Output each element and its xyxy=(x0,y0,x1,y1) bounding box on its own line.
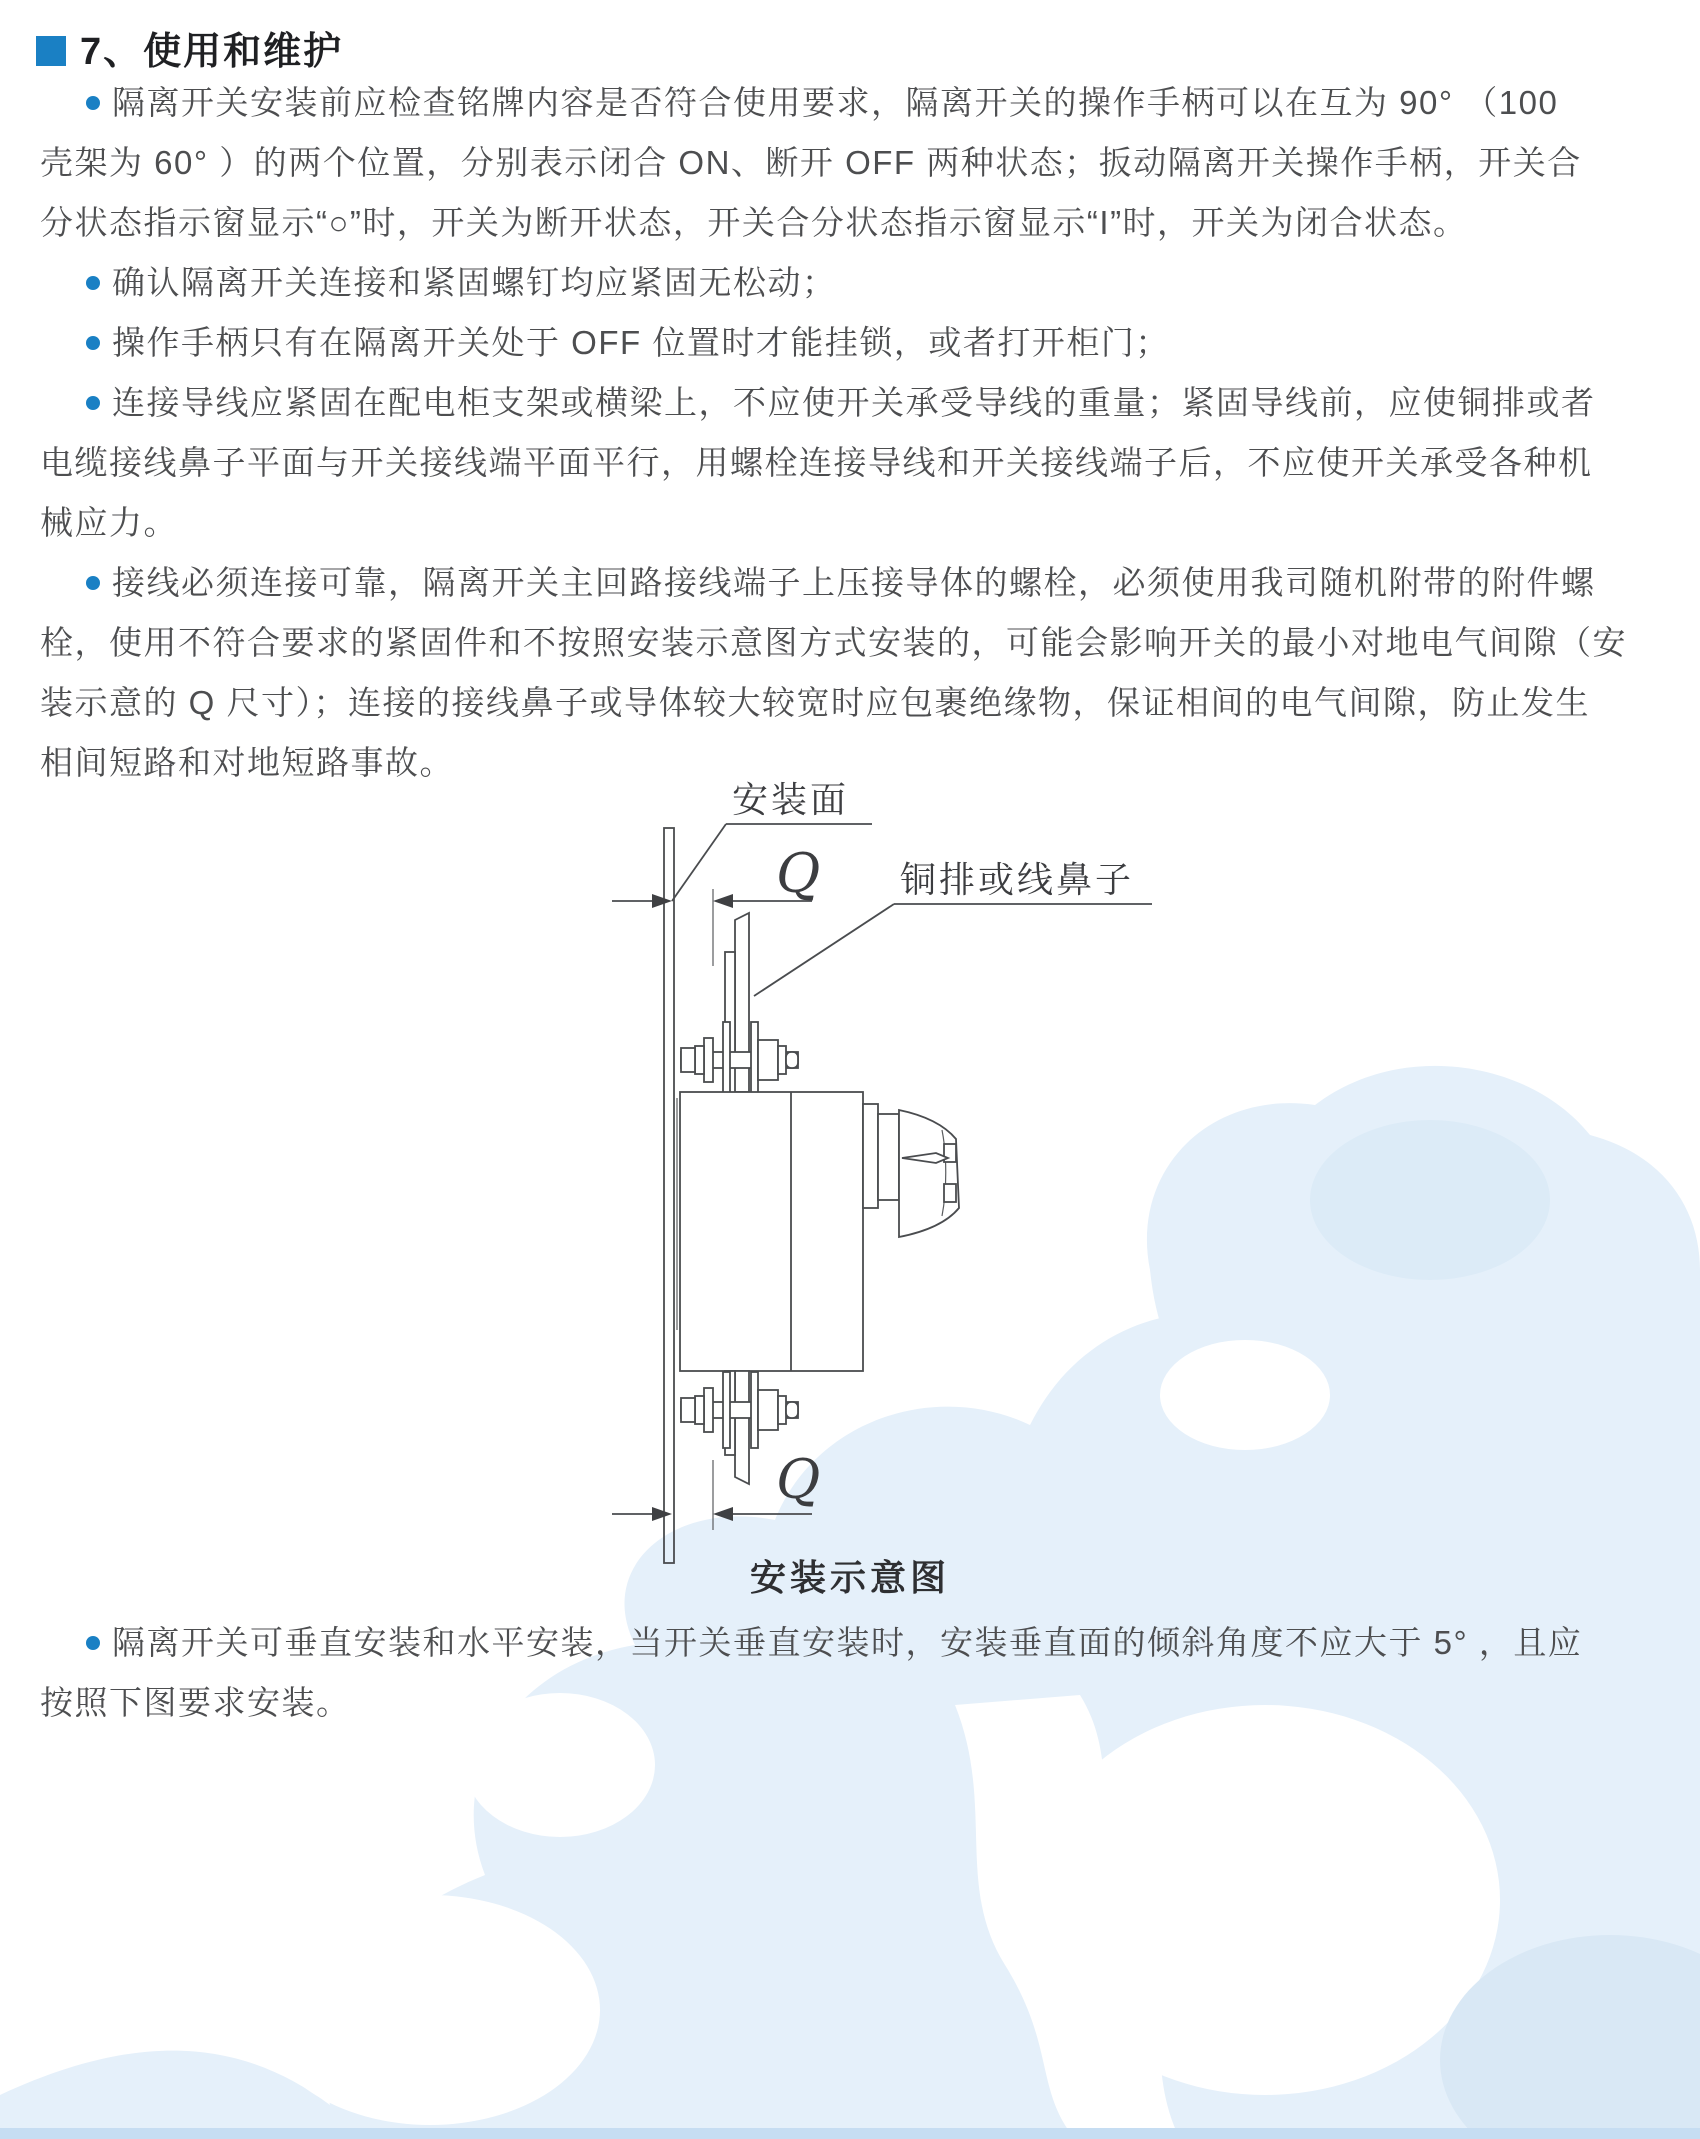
body-line xyxy=(40,140,1582,186)
body-line xyxy=(40,320,1170,366)
flange-plate xyxy=(751,1022,758,1098)
dim-arrow-right xyxy=(652,1507,672,1521)
body-line-text: 隔离开关安装前应检查铭牌内容是否符合使用要求，隔离开关的操作手柄可以在互为 90° （100 xyxy=(112,84,1559,121)
section-marker-icon xyxy=(36,36,66,66)
flange-plate xyxy=(751,1372,758,1448)
terminal-knob-neck xyxy=(863,1104,878,1208)
body-line-text: 连接导线应紧固在配电柜支架或横梁上，不应使开关承受导线的重量；紧固导线前，应使铜排或者 xyxy=(112,384,1596,421)
flange-plate xyxy=(723,1022,730,1098)
q-symbol-bottom: Q xyxy=(776,1448,821,1511)
terminal-knob-clip xyxy=(944,1184,956,1202)
bolt-tip xyxy=(786,1052,798,1068)
switch-body-side xyxy=(680,1092,863,1371)
label-leader xyxy=(672,824,726,901)
body-line-text: 操作手柄只有在隔离开关处于 OFF 位置时才能挂锁，或者打开柜门； xyxy=(112,324,1170,361)
body-line-text: 确认隔离开关连接和紧固螺钉均应紧固无松动； xyxy=(112,264,837,301)
map-deep-patch xyxy=(1310,1120,1550,1280)
body-line-text: 接线必须连接可靠，隔离开关主回路接线端子上压接导体的螺栓，必须使用我司随机附带的附件螺 xyxy=(112,564,1596,601)
washer xyxy=(778,1396,786,1424)
hex-nut xyxy=(758,1390,778,1430)
busbar-bottom xyxy=(735,1371,749,1484)
mounting-surface-label: 安装面 xyxy=(732,779,850,820)
body-line xyxy=(40,260,837,306)
washer xyxy=(778,1046,786,1074)
body-line xyxy=(40,620,1627,666)
body-line-text: 按照下图要求安装。 xyxy=(40,1684,351,1721)
bullet-icon xyxy=(86,96,100,110)
bolt-tip xyxy=(786,1402,798,1418)
diagram-caption: 安装示意图 xyxy=(749,1557,950,1598)
page-bottom-strip xyxy=(0,2128,1700,2139)
body-line xyxy=(40,740,454,786)
body-line xyxy=(40,440,1593,486)
washer xyxy=(695,1046,704,1074)
body-line xyxy=(40,1680,351,1726)
washer xyxy=(695,1396,704,1424)
bullet-icon xyxy=(86,1636,100,1650)
label-leader xyxy=(754,904,894,996)
washer xyxy=(704,1038,713,1082)
terminal-knob-step xyxy=(878,1114,899,1200)
dim-arrow-left xyxy=(713,1507,733,1521)
body-line xyxy=(40,1620,1582,1666)
hex-nut xyxy=(758,1040,778,1080)
section-heading-text: 7、使用和维护 xyxy=(80,31,344,73)
body-line-text: 械应力。 xyxy=(40,504,178,541)
section-heading xyxy=(36,20,343,75)
body-line xyxy=(40,200,1468,246)
bolt-head xyxy=(681,1398,695,1422)
bolt-head xyxy=(681,1048,695,1072)
busbar-label: 铜排或线鼻子 xyxy=(900,859,1135,900)
body-line-text: 栓，使用不符合要求的紧固件和不按照安装示意图方式安装的，可能会影响开关的最小对地电气间隙（安 xyxy=(40,624,1627,661)
terminal-knob-cap xyxy=(899,1110,959,1237)
washer xyxy=(704,1388,713,1432)
body-line xyxy=(40,380,1596,426)
bullet-icon xyxy=(86,276,100,290)
body-line-text: 壳架为 60° ）的两个位置，分别表示闭合 ON、断开 OFF 两种状态；扳动隔离开关操作手柄，开关合 xyxy=(40,144,1582,181)
body-line-text: 隔离开关可垂直安装和水平安装，当开关垂直安装时，安装垂直面的倾斜角度不应大于 5° ，且应 xyxy=(112,1624,1583,1661)
q-symbol-top: Q xyxy=(776,842,821,905)
mounting-wall xyxy=(664,828,674,1563)
body-line xyxy=(40,680,1590,726)
flange-plate xyxy=(723,1372,730,1448)
body-line-text: 分状态指示窗显示“○”时，开关为断开状态，开关合分状态指示窗显示“I”时，开关为闭合状态。 xyxy=(40,204,1468,241)
body-line-text: 电缆接线鼻子平面与开关接线端平面平行，用螺栓连接导线和开关接线端子后，不应使开关承受各种机 xyxy=(40,444,1593,481)
body-line-text: 装示意的 Q 尺寸）；连接的接线鼻子或导体较大较宽时应包裹绝缘物，保证相间的电气间隙，防止发生 xyxy=(40,684,1591,721)
map-gap xyxy=(465,1693,655,1837)
body-line xyxy=(40,500,178,546)
bullet-icon xyxy=(86,396,100,410)
bullet-icon xyxy=(86,336,100,350)
body-line xyxy=(40,560,1596,606)
body-line xyxy=(40,80,1558,126)
dim-arrow-left xyxy=(713,894,733,908)
bullet-icon xyxy=(86,576,100,590)
map-gap xyxy=(260,1895,600,2125)
installation-diagram xyxy=(540,770,1260,1610)
dim-arrow-right xyxy=(652,894,672,908)
body-line-text: 相间短路和对地短路事故。 xyxy=(40,744,454,781)
